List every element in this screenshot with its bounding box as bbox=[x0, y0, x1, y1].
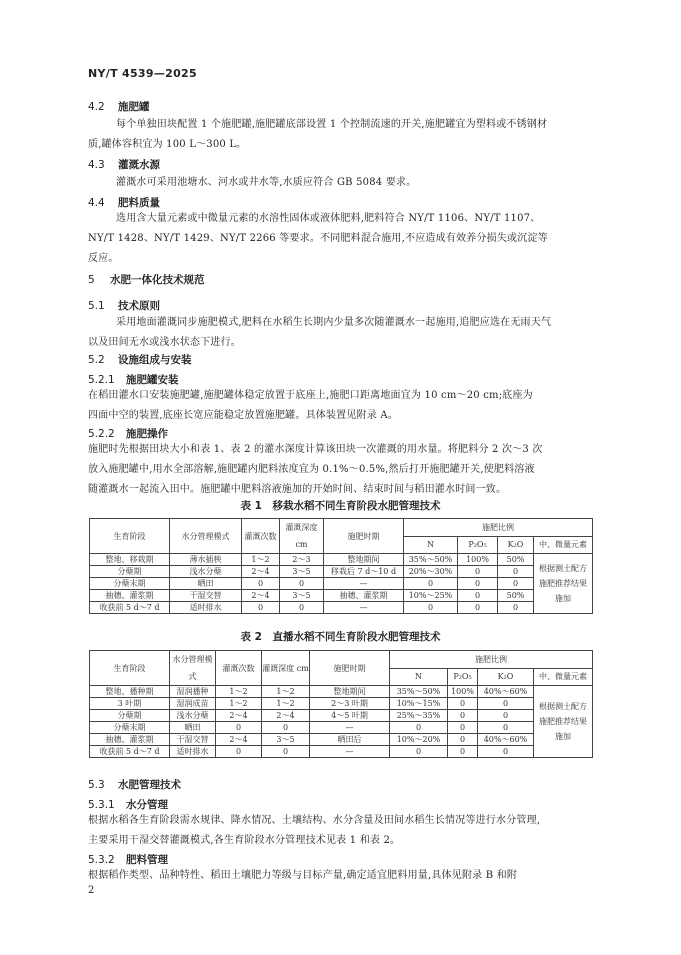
table-cell: 整地、播种期 bbox=[90, 686, 170, 698]
heading-4-2 bbox=[88, 99, 150, 114]
table-row bbox=[90, 698, 593, 710]
table-cell: 0 bbox=[390, 746, 448, 758]
table-cell: 整地、移栽期 bbox=[90, 554, 170, 566]
table-cell: 0 bbox=[478, 722, 534, 734]
table-cell: 0 bbox=[280, 578, 324, 590]
paragraph-line: 采用地面灌溉同步施肥模式,肥料在水稻生长期内少量多次随灌溉水一起施用,追肥应选在无雨天气 bbox=[116, 317, 552, 328]
table-cell: 0 bbox=[458, 578, 498, 590]
heading-text: 灌溉水源 bbox=[118, 159, 160, 171]
table-cell: — bbox=[324, 578, 404, 590]
table-cell: 0 bbox=[478, 710, 534, 722]
table-cell: 0 bbox=[448, 722, 478, 734]
table-row bbox=[90, 746, 593, 758]
para-5-2-1 bbox=[88, 386, 588, 426]
table1-header-k: K₂O bbox=[498, 536, 534, 554]
para-5-1 bbox=[88, 313, 588, 353]
table-cell: — bbox=[324, 602, 404, 614]
table-cell: 2～4 bbox=[216, 710, 262, 722]
table-row bbox=[90, 734, 593, 746]
table-row bbox=[90, 722, 593, 734]
table-cell: 0 bbox=[216, 746, 262, 758]
paragraph-line: 选用含大量元素或中微量元素的水溶性固体或液体肥料,肥料符合 NY/T 1106、NY/T 1107、 bbox=[116, 213, 541, 224]
heading-text: 设施组成与安装 bbox=[118, 354, 192, 366]
table-row bbox=[90, 686, 593, 698]
table-cell: 100% bbox=[458, 554, 498, 566]
table1-header-times: 灌溉次数 bbox=[242, 519, 280, 554]
table1-header-mode: 水分管理模式 bbox=[170, 519, 242, 554]
table1 bbox=[89, 518, 593, 614]
table-cell: 0 bbox=[458, 602, 498, 614]
table-cell: 40%～60% bbox=[478, 686, 534, 698]
table1-header-p: P₂O₅ bbox=[458, 536, 498, 554]
table-cell: 50% bbox=[498, 554, 534, 566]
paragraph-line: 放入施肥罐中,用水全部溶解,施肥罐内肥料浓度宜为 0.1%～0.5%,然后打开施肥罐开关,使肥料溶液 bbox=[88, 464, 535, 475]
table-cell: 10%～15% bbox=[390, 698, 448, 710]
heading-text: 5 bbox=[88, 274, 95, 286]
table-cell: 浅水分蘖 bbox=[170, 710, 216, 722]
table-cell: 适时排水 bbox=[170, 746, 216, 758]
table-row bbox=[90, 566, 593, 578]
table-cell: 35%～50% bbox=[404, 554, 458, 566]
paragraph-line: NY/T 1428、NY/T 1429、NY/T 2266 等要求。不同肥料混合施用,不应造成有效养分损失或沉淀等 bbox=[88, 233, 548, 244]
paragraph-line: 灌溉水可采用池塘水、河水或井水等,水质应符合 GB 5084 要求。 bbox=[116, 177, 417, 188]
heading-text: 5.1 bbox=[88, 300, 105, 312]
table-cell: 40%～60% bbox=[478, 734, 534, 746]
table-cell: 抽穗、灌浆期 bbox=[90, 590, 170, 602]
table-cell: 0 bbox=[498, 566, 534, 578]
table-cell: 0 bbox=[242, 602, 280, 614]
table-cell: 0 bbox=[390, 722, 448, 734]
table-cell: 2～4 bbox=[216, 734, 262, 746]
table-cell: 0 bbox=[262, 722, 310, 734]
table-cell: 移栽后 7 d～10 d bbox=[324, 566, 404, 578]
table-cell: 0 bbox=[404, 578, 458, 590]
page-number: 2 bbox=[88, 885, 95, 896]
table-cell: 35%～50% bbox=[390, 686, 448, 698]
table-cell: 0 bbox=[498, 602, 534, 614]
table-cell: 收获前 5 d～7 d bbox=[90, 602, 170, 614]
table-cell: 整地期间 bbox=[324, 554, 404, 566]
table-cell: 10%～20% bbox=[390, 734, 448, 746]
heading-text: 水肥管理技术 bbox=[118, 779, 181, 791]
table-cell: 2～3 bbox=[280, 554, 324, 566]
table1-micro-note: 根据测土配方施肥推荐结果施加 bbox=[534, 554, 593, 614]
table-cell: 3～5 bbox=[262, 734, 310, 746]
heading-5-3-2 bbox=[88, 852, 168, 867]
para-4-3 bbox=[88, 173, 588, 193]
para-5-2-2 bbox=[88, 440, 588, 500]
table-cell: 0 bbox=[478, 698, 534, 710]
heading-5-3-1 bbox=[88, 797, 168, 812]
table-cell: 0 bbox=[262, 746, 310, 758]
table-cell: 0 bbox=[448, 698, 478, 710]
heading-text: 5.3.1 bbox=[88, 799, 115, 811]
table-row bbox=[90, 710, 593, 722]
table-cell: 2～4 bbox=[262, 710, 310, 722]
table-cell: 0 bbox=[404, 602, 458, 614]
table2 bbox=[89, 650, 593, 758]
table-cell: 50% bbox=[498, 590, 534, 602]
table2-header-ratio: 施肥比例 bbox=[390, 651, 593, 669]
table1-header-period: 施肥时期 bbox=[324, 519, 404, 554]
table2-header-p: P₂O₅ bbox=[448, 668, 478, 686]
table-cell: 2～4 bbox=[242, 566, 280, 578]
table-cell: 干湿交替 bbox=[170, 590, 242, 602]
table-cell: 0 bbox=[242, 578, 280, 590]
heading-5-2-2 bbox=[88, 426, 168, 441]
table-cell: 浅水分蘖 bbox=[170, 566, 242, 578]
heading-text: 水肥一体化技术规范 bbox=[110, 274, 205, 286]
table2-header-mode: 水分管理模式 bbox=[170, 651, 216, 686]
table-cell: 20%～30% bbox=[404, 566, 458, 578]
heading-4-4 bbox=[88, 195, 160, 210]
table-cell: 10%～25% bbox=[404, 590, 458, 602]
table-cell: 整地期间 bbox=[310, 686, 390, 698]
paragraph-line: 质,罐体容积宜为 100 L～300 L。 bbox=[88, 139, 247, 150]
para-4-2 bbox=[88, 115, 588, 155]
table-cell: 1～2 bbox=[262, 698, 310, 710]
paragraph-line: 根据水稻各生育阶段需水规律、降水情况、土壤结构、水分含量及田间水稻生长情况等进行水分管理, bbox=[88, 815, 541, 826]
table-cell: — bbox=[310, 746, 390, 758]
table-cell: 4～5 叶期 bbox=[310, 710, 390, 722]
table-cell: 湿润播种 bbox=[170, 686, 216, 698]
table-cell: 分蘖期 bbox=[90, 710, 170, 722]
paragraph-line: 施肥时先根据田块大小和表 1、表 2 的灌水深度计算该田块一次灌溉的用水量。将肥料分 2 次～3 次 bbox=[88, 444, 543, 455]
heading-5-1 bbox=[88, 298, 160, 313]
table-cell: 3 叶期 bbox=[90, 698, 170, 710]
table-cell: 3～5 bbox=[280, 590, 324, 602]
paragraph-line: 反应。 bbox=[88, 253, 119, 264]
table2-header-micro: 中、微量元素 bbox=[534, 668, 593, 686]
heading-text: 5.2.2 bbox=[88, 428, 115, 440]
heading-text: 肥料管理 bbox=[126, 854, 168, 866]
table-cell: 薄水插秧 bbox=[170, 554, 242, 566]
paragraph-line: 主要采用干湿交替灌溉模式,各生育阶段水分管理技术见表 1 和表 2。 bbox=[88, 835, 401, 846]
table1-caption: 表 1 移栽水稻不同生育阶段水肥管理技术 bbox=[240, 500, 441, 512]
table-cell: 3～5 bbox=[280, 566, 324, 578]
table-cell: 0 bbox=[280, 602, 324, 614]
paragraph-line: 根据稻作类型、品种特性、稻田土壤肥力等级与目标产量,确定适宜肥料用量,具体见附录 B 和附 bbox=[88, 870, 518, 881]
heading-text: 4.4 bbox=[88, 197, 105, 209]
table-cell: 2～4 bbox=[242, 590, 280, 602]
heading-text: 5.2.1 bbox=[88, 374, 115, 386]
table2-header-times: 灌溉次数 bbox=[216, 651, 262, 686]
table-cell: 0 bbox=[478, 746, 534, 758]
table-cell: 1～2 bbox=[216, 698, 262, 710]
table-cell: 0 bbox=[448, 734, 478, 746]
table-cell: 干湿交替 bbox=[170, 734, 216, 746]
table-cell: 0 bbox=[448, 746, 478, 758]
table-cell: 分蘖期 bbox=[90, 566, 170, 578]
standard-number: NY/T 4539—2025 bbox=[88, 67, 197, 80]
table-cell: 0 bbox=[458, 566, 498, 578]
table-cell: 收获前 5 d～7 d bbox=[90, 746, 170, 758]
table-cell: 适时排水 bbox=[170, 602, 242, 614]
heading-text: 施肥罐安装 bbox=[126, 374, 179, 386]
table-cell: 25%～35% bbox=[390, 710, 448, 722]
paragraph-line: 每个单独田块配置 1 个施肥罐,施肥罐底部设置 1 个控制流速的开关,施肥罐宜为塑料或不锈钢材 bbox=[116, 119, 548, 130]
table-cell: 1～2 bbox=[216, 686, 262, 698]
table1-header-n: N bbox=[404, 536, 458, 554]
table-cell: 抽穗、灌浆期 bbox=[90, 734, 170, 746]
paragraph-line: 在稻田灌水口安装施肥罐,施肥罐体稳定放置于底座上,施肥口距离地面宜为 10 cm～20 cm;底座为 bbox=[88, 390, 533, 401]
heading-text: 水分管理 bbox=[126, 799, 168, 811]
table-row bbox=[90, 578, 593, 590]
table-cell: 0 bbox=[216, 722, 262, 734]
table-row bbox=[90, 602, 593, 614]
table-cell: — bbox=[310, 722, 390, 734]
table-cell: 湿润成苗 bbox=[170, 698, 216, 710]
table2-header-stage: 生育阶段 bbox=[90, 651, 170, 686]
paragraph-line: 四面中空的装置,底座长宽应能稳定放置施肥罐。具体装置见附录 A。 bbox=[88, 410, 398, 421]
heading-text: 施肥操作 bbox=[126, 428, 168, 440]
table-cell: 晒田 bbox=[170, 722, 216, 734]
heading-5-2 bbox=[88, 352, 192, 367]
table-cell: 1～2 bbox=[262, 686, 310, 698]
heading-5-3 bbox=[88, 777, 181, 792]
table1-header-micro: 中、微量元素 bbox=[534, 536, 593, 554]
table-cell: 抽穗、灌浆期 bbox=[324, 590, 404, 602]
table-cell: 分蘖末期 bbox=[90, 578, 170, 590]
heading-text: 4.3 bbox=[88, 159, 105, 171]
heading-text: 5.3.2 bbox=[88, 854, 115, 866]
table1-header-stage: 生育阶段 bbox=[90, 519, 170, 554]
heading-text: 施肥罐 bbox=[118, 101, 150, 113]
table-cell: 100% bbox=[448, 686, 478, 698]
table-cell: 分蘖末期 bbox=[90, 722, 170, 734]
para-4-4 bbox=[88, 209, 588, 269]
heading-text: 4.2 bbox=[88, 101, 105, 113]
table2-header-depth: 灌溉深度 cm bbox=[262, 651, 310, 686]
table1-header-ratio: 施肥比例 bbox=[404, 519, 593, 537]
heading-text: 5.3 bbox=[88, 779, 105, 791]
para-5-3-2 bbox=[88, 866, 588, 886]
table-row bbox=[90, 554, 593, 566]
heading-4-3 bbox=[88, 157, 160, 172]
paragraph-line: 随灌溉水一起流入田中。施肥罐中肥料溶液施加的开始时间、结束时间与稻田灌水时间一致。 bbox=[88, 484, 507, 495]
table-cell: 0 bbox=[458, 590, 498, 602]
table-cell: 晒田 bbox=[170, 578, 242, 590]
table-cell: 2～3 叶期 bbox=[310, 698, 390, 710]
para-5-3-1 bbox=[88, 811, 588, 851]
table-cell: 0 bbox=[498, 578, 534, 590]
paragraph-line: 以及田间无水或浅水状态下进行。 bbox=[88, 337, 241, 348]
table2-header-n: N bbox=[390, 668, 448, 686]
table-cell: 晒田后 bbox=[310, 734, 390, 746]
table1-header-depth: 灌溉深度 cm bbox=[280, 519, 324, 554]
table-cell: 1～2 bbox=[242, 554, 280, 566]
table2-caption: 表 2 直播水稻不同生育阶段水肥管理技术 bbox=[240, 631, 441, 643]
table-cell: 0 bbox=[448, 710, 478, 722]
heading-5 bbox=[88, 272, 205, 287]
table2-header-k: K₂O bbox=[478, 668, 534, 686]
heading-text: 技术原则 bbox=[118, 300, 160, 312]
heading-text: 肥料质量 bbox=[118, 197, 160, 209]
table-row bbox=[90, 590, 593, 602]
heading-5-2-1 bbox=[88, 372, 179, 387]
table2-header-period: 施肥时期 bbox=[310, 651, 390, 686]
table2-micro-note: 根据测土配方施肥推荐结果施加 bbox=[534, 686, 593, 758]
heading-text: 5.2 bbox=[88, 354, 105, 366]
